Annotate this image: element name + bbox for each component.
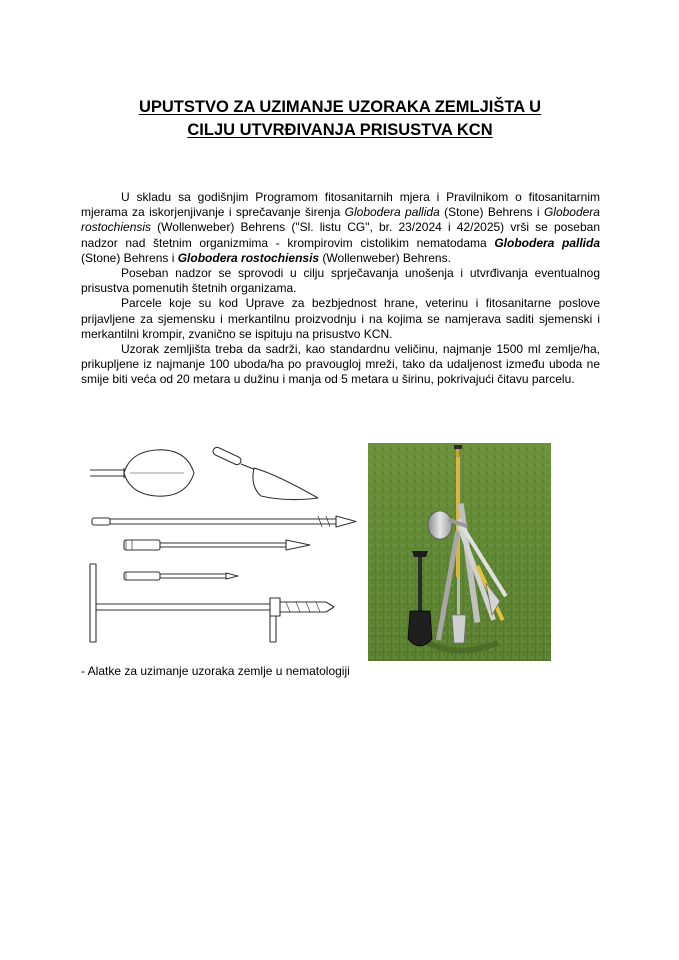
tools-line-drawing [86, 446, 362, 656]
p1-text-1: U skladu sa godišnjim Programom fitosanitarnih mjera i Pravilnikom o fitosanitarnim mjerama za iskorjenjivanje i sprečavanje širenja [81, 190, 600, 220]
document-body [81, 190, 600, 388]
paragraph-surveillance: Poseban nadzor se sprovodi u cilju sprječavanja unošenja i utvrđivanja eventualnog prisustva pomenutih štetnih organizama. [81, 266, 600, 296]
title-line-2: CILJU UTVRĐIVANJA PRISUSTVA KCN [187, 121, 493, 139]
paragraph-intro [81, 190, 600, 266]
page-title [60, 96, 620, 142]
species-name-rostochiensis: Globodera rostochiensis [81, 205, 600, 235]
paragraph-parcels: Parcele koje su kod Uprave za bezbjednost hrane, veterinu i fitosanitarne poslove prijavljene za sjemensku i merkantilnu proizvodnju i na kojima se namjerava saditi sjemenski i merkantilni krompir, zvanično se ispituju na prisustvo KCN. [81, 296, 600, 341]
species-name-pallida-bold: Globodera pallida [494, 235, 600, 250]
p1-text-2: (Stone) Behrens i [439, 205, 544, 220]
title-line-1: UPUTSTVO ZA UZIMANJE UZORAKA ZEMLJIŠTA U [138, 98, 542, 116]
shovel-drawing [90, 450, 194, 496]
spear-sampler-drawing [124, 540, 310, 550]
paragraph-sample-size: Uzorak zemljišta treba da sadrži, kao standardnu veličinu, najmanje 1500 ml zemlje/ha, prikupljene iz najmanje 100 uboda/ha po pravougloj mreži, tako da udaljenost između uboda ne smije biti veća od 20 metara u dužinu i manja od 5 metara u širinu, pokrivajući čitavu parcelu. [81, 342, 600, 387]
p1-text-4: (Stone) Behrens i [81, 250, 178, 265]
handle-drawing [124, 572, 238, 580]
probe-drawing [92, 516, 356, 527]
species-name-rostochiensis-bold: Globodera rostochiensis [177, 250, 320, 265]
figure-caption: - Alatke za uzimanje uzoraka zemlje u nematologiji [81, 664, 350, 678]
trowel-drawing [212, 446, 318, 500]
species-name-pallida: Globodera pallida [344, 205, 440, 220]
p1-text-3: (Wollenweber) Behrens ("Sl. listu CG", br. 23/2024 i 42/2025) vrši se poseban nadzor nad štetnim organizmima - krompirovim cistolikim nematodama [81, 220, 600, 250]
p1-text-5: (Wollenweber) Behrens. [319, 250, 451, 265]
tools-photo [368, 443, 551, 661]
